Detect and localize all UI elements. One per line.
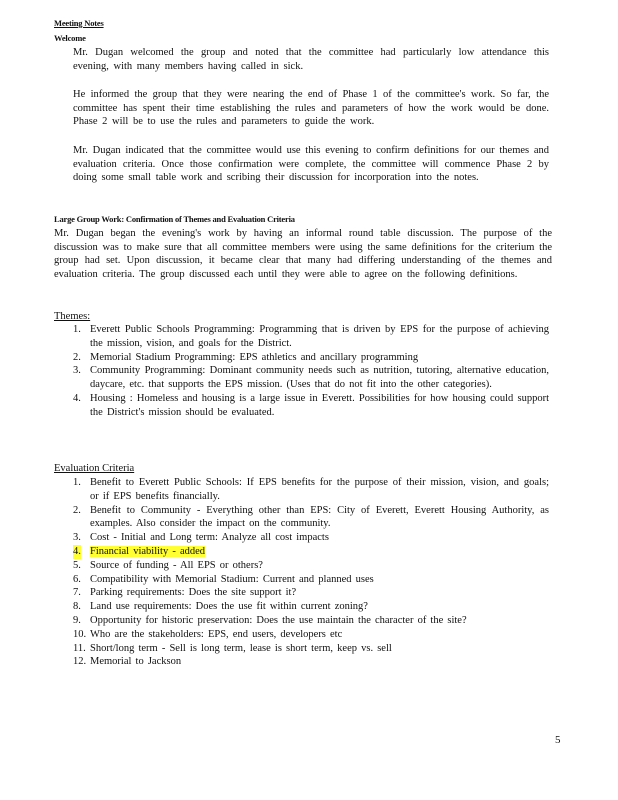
criteria-item [73,504,549,532]
list-item-text: Community Programming: Dominant community needs such as nutrition, tutoring, alternative education, daycare, etc. that supports the EPS mission. (Uses that do not fit into the other categories). [90,365,549,391]
theme-item [73,364,549,392]
criteria-item [73,476,549,504]
list-item-text: Opportunity for historic preservation: Does the use maintain the character of the site? [90,614,467,626]
list-item-number: 12. [73,656,87,668]
list-item-number: 9. [73,614,81,626]
large-group-paragraph: Mr. Dugan began the evening's work by having an informal round table discussion. The purpose of the discussion was to make sure that all committee members were using the same definitions for the criterium the group had set. Upon discussion, it became clear that many had differing understanding of the themes and evaluation criteria. The group discussed each until they were able to agree on the following definitions. [54,228,552,280]
criteria-item [73,586,549,600]
list-item-text: Memorial Stadium Programming: EPS athletics and ancillary programming [90,351,419,363]
list-item-number: 5. [73,559,81,571]
criteria-item [73,614,549,628]
list-item-number: 3. [73,365,81,377]
theme-item [73,392,549,420]
list-item-text: Parking requirements: Does the site support it? [90,587,297,599]
list-item-number: 11. [73,642,86,654]
list-item-number: 3. [73,532,81,544]
list-item-number: 4. [73,392,81,404]
theme-item [73,323,549,351]
list-item-text: Short/long term - Sell is long term, lease is short term, keep vs. sell [90,642,392,654]
criteria-item [73,531,549,545]
list-item-text: Source of funding - All EPS or others? [90,559,263,571]
criteria-item [73,642,549,656]
evaluation-criteria-list [73,476,549,669]
list-item-text: Who are the stakeholders: EPS, end users, developers etc [90,628,343,640]
list-item-number: 2. [73,504,81,516]
criteria-item [73,545,549,559]
list-item-number: 1. [73,477,81,488]
list-item-text: Everett Public Schools Programming: Programming that is driven by EPS for the purpose of achieving the mission, vision, and goals for the District. [90,324,549,349]
list-item-text: Benefit to Everett Public Schools: If EPS benefits for the purpose of their mission, vision, and goals; or if EPS benefits financially. [90,477,549,502]
list-item-text: Compatibility with Memorial Stadium: Current and planned uses [90,573,374,585]
page-number: 5 [555,734,561,746]
list-item-number: 8. [73,601,81,613]
welcome-paragraph-1: Mr. Dugan welcomed the group and noted that the committee had particularly low attendance this evening, with many members having called in sick. [73,47,549,72]
document-title: Meeting Notes [54,18,104,28]
evaluation-criteria-title: Evaluation Criteria [54,463,135,474]
list-item-text: Memorial to Jackson [90,656,182,668]
list-item-number: 6. [73,573,81,585]
large-group-heading: Large Group Work: Confirmation of Themes and Evaluation Criteria [54,214,295,224]
themes-title: Themes: [54,311,91,322]
list-item-number: 7. [73,587,81,599]
criteria-item [73,559,549,573]
list-item-text: Cost - Initial and Long term: Analyze all cost impacts [90,532,329,544]
list-item-text: Financial viability - added [90,545,206,557]
criteria-item [73,655,549,669]
list-item-number: 4. [73,545,81,557]
theme-item [73,351,549,365]
criteria-item [73,628,549,642]
list-item-text: Land use requirements: Does the use fit within current zoning? [90,601,368,613]
list-item-text: Benefit to Community - Everything other than EPS: City of Everett, Everett Housing Authority, as examples. Also consider the impact on the community. [90,504,549,530]
list-item-number: 2. [73,351,81,363]
criteria-item [73,573,549,587]
welcome-paragraph-3: Mr. Dugan indicated that the committee would use this evening to confirm definitions for our themes and evaluation criteria. Once those confirmation were complete, the committee will commence Phase 2 by doing some small table work and scribing their discussion for incorporation into the notes. [73,145,549,183]
criteria-item [73,600,549,614]
list-item-number: 10. [73,628,87,640]
themes-list [73,323,549,420]
list-item-text: Housing : Homeless and housing is a large issue in Everett. Possibilities for how housing could support the District's mission should be evaluated. [90,392,549,418]
welcome-heading: Welcome [54,33,86,43]
list-item-number: 1. [73,324,81,335]
welcome-paragraph-2: He informed the group that they were nearing the end of Phase 1 of the committee's work. So far, the committee has spent their time establishing the rules and parameters of how the work would be done. Phase 2 will be to use the rules and parameters to guide the work. [73,89,549,127]
